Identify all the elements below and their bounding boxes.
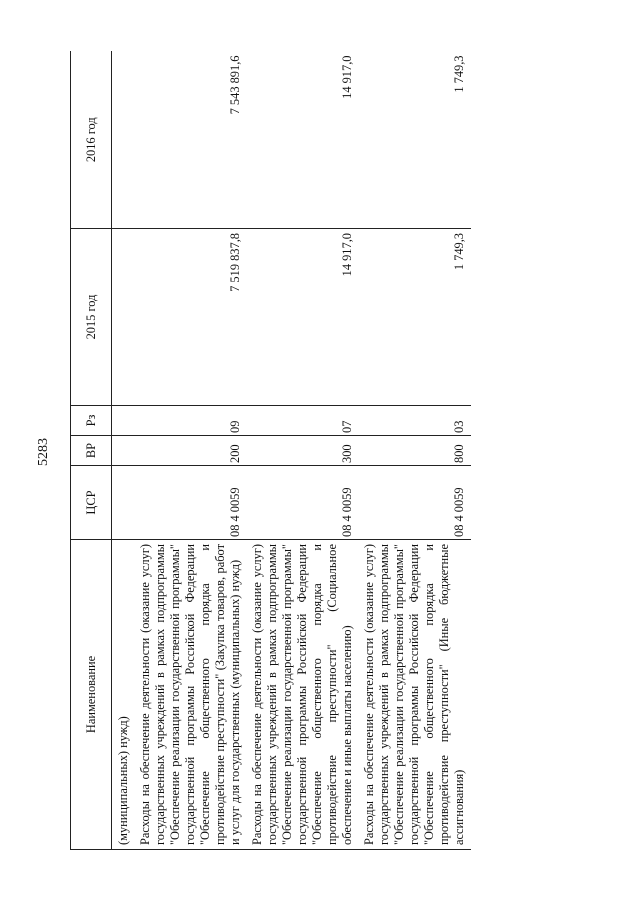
table-row [247,52,359,850]
empty-cell [112,229,136,406]
row-rz: 07 [247,406,359,436]
row-vr: 200 [135,436,247,466]
empty-cell [112,52,136,229]
row-name: Расходы на обеспечение деятельности (оказание услуг) государственных учреждений в рамках подпрограммы "Обеспечение реализации государственной программы" государственной программы Российской Федерации "Обеспечение общественного порядка и противодействие преступности" (Иные бюджетные ассигнования) [359,540,471,850]
budget-table [70,52,471,851]
page-number: 5283 [36,438,51,466]
row-2016: 1 749,3 [359,52,471,229]
rotated-page-area [70,52,622,850]
header-2016: 2016 год [71,52,112,229]
table-row [359,52,471,850]
header-name: Наименование [71,540,112,850]
row-rz: 03 [359,406,471,436]
row-vr: 800 [359,436,471,466]
table-row-continuation [112,52,136,850]
row-name: Расходы на обеспечение деятельности (оказание услуг) государственных учреждений в рамках подпрограммы "Обеспечение реализации государственной программы" государственной программы Российской Федерации "Обеспечение общественного порядка и противодействие преступности" (Социальное обеспечение и иные выплаты населению) [247,540,359,850]
header-2015: 2015 год [71,229,112,406]
row-2015: 1 749,3 [359,229,471,406]
continuation-text: (муниципальных) нужд) [112,540,136,850]
header-vr: ВР [71,436,112,466]
row-vr: 300 [247,436,359,466]
header-csr: ЦСР [71,466,112,540]
table-header-row [71,52,112,850]
row-2015: 14 917,0 [247,229,359,406]
row-rz: 09 [135,406,247,436]
row-name: Расходы на обеспечение деятельности (оказание услуг) государственных учреждений в рамках подпрограммы "Обеспечение реализации государственной программы" государственной программы Российской Федерации "Обеспечение общественного порядка и противодействие преступности" (Закупка товаров, работ и услуг для государственных (муниципальных) нужд) [135,540,247,850]
empty-cell [112,406,136,436]
empty-cell [112,436,136,466]
row-2015: 7 519 837,8 [135,229,247,406]
table-row [135,52,247,850]
row-csr: 08 4 0059 [359,466,471,540]
row-2016: 14 917,0 [247,52,359,229]
budget-table-sheet [70,52,622,850]
header-rz: Рз [71,406,112,436]
row-2016: 7 543 891,6 [135,52,247,229]
row-csr: 08 4 0059 [247,466,359,540]
empty-cell [112,466,136,540]
row-csr: 08 4 0059 [135,466,247,540]
